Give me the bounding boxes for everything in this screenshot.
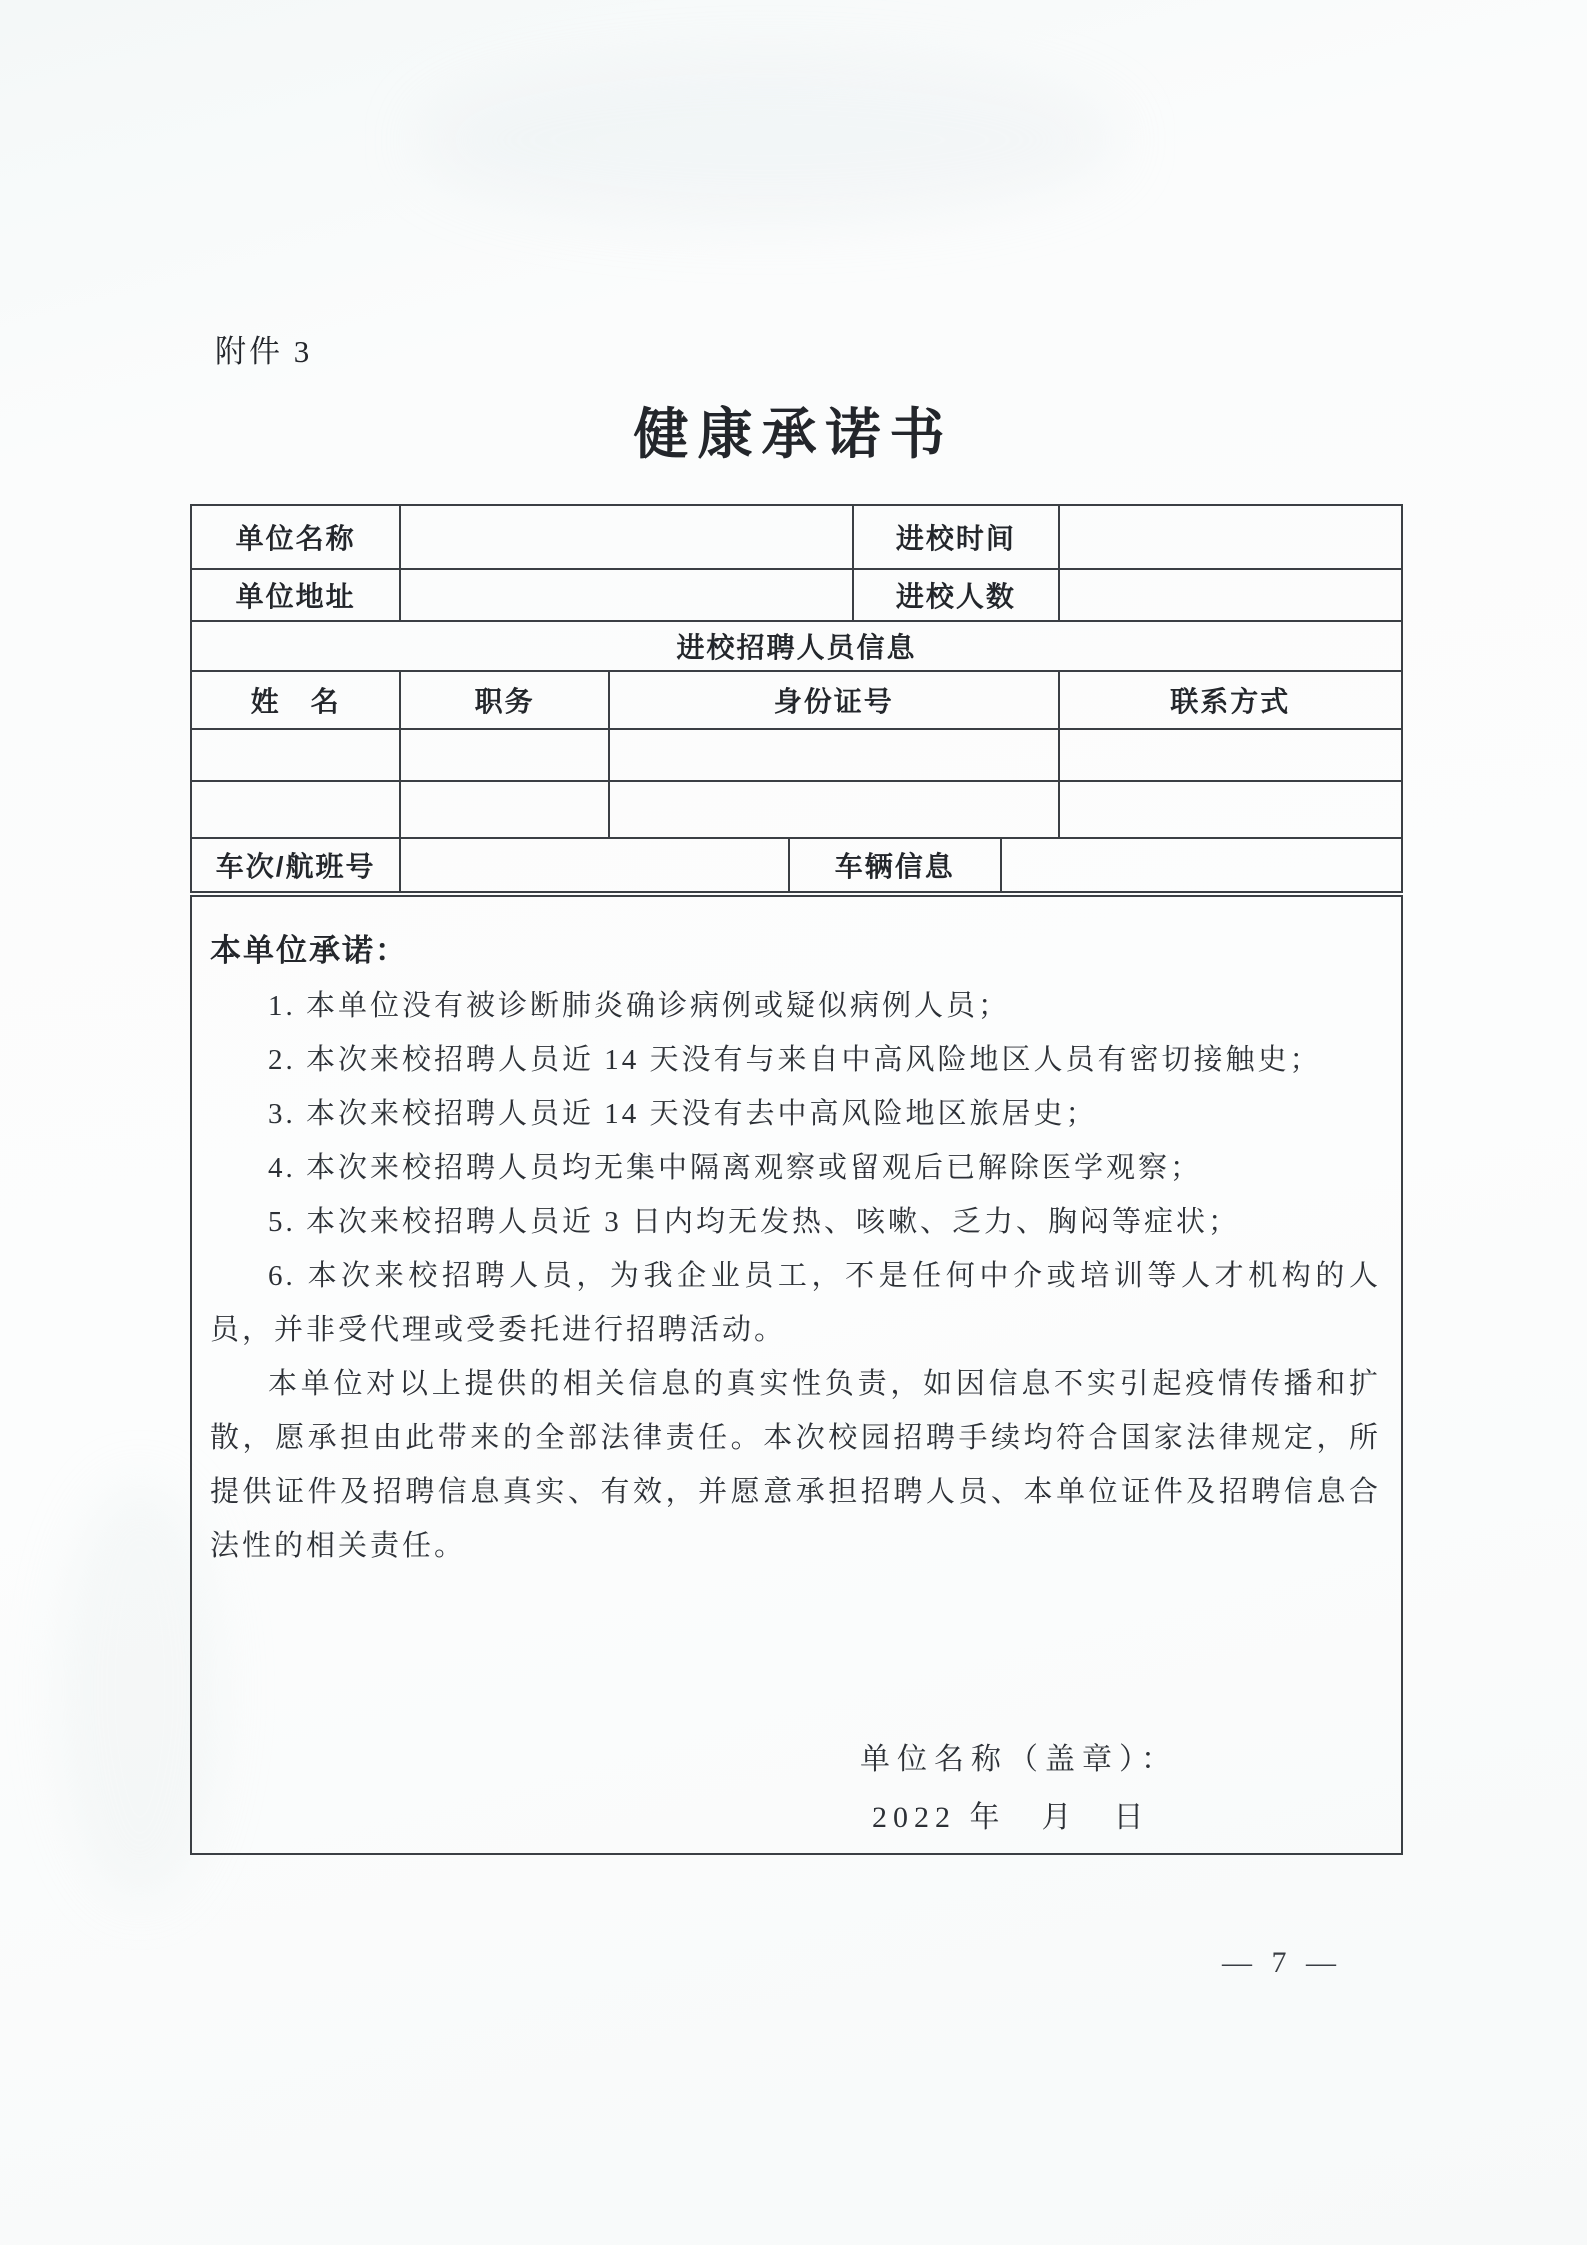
signature-block [860,1739,1178,1839]
vehicle-info-label: 车辆信息 [788,839,1000,891]
col-header-name: 姓 名 [250,686,341,717]
unit-address-value-cell [399,570,852,620]
commitment-item-1: 1. 本单位没有被诊断肺炎确诊病例或疑似病例人员； [268,990,1011,1022]
table-row-unit-address [192,568,1401,620]
seal-line: 单位名称（盖章）： [860,1743,1178,1776]
personnel-1-name-cell [192,730,399,780]
commitment-item-5: 5. 本次来校招聘人员近 3 日内均无发热、咳嗽、乏力、胸闷等症状； [268,1206,1241,1238]
personnel-section-title: 进校招聘人员信息 [676,632,917,663]
scan-artifact [420,60,1120,220]
trip-number-value-cell [399,839,788,891]
unit-name-label: 单位名称 [235,523,356,554]
personnel-1-id-cell [608,730,1058,780]
page-title: 健康承诺书 [633,404,954,465]
personnel-2-position-cell [399,782,608,837]
personnel-1-contact-cell [1058,730,1401,780]
page-number: — 7 — [1222,1946,1342,1979]
commitment-item-2: 2. 本次来校招聘人员近 14 天没有与来自中高风险地区人员有密切接触史； [268,1044,1322,1076]
personnel-1-position-cell [399,730,608,780]
commitment-closing-paragraph: 本单位对以上提供的相关信息的真实性负责，如因信息不实引起疫情传播和扩散，愿承担由此带来的全部法律责任。本次校园招聘手续均符合国家法律规定，所提供证件及招聘信息真实、有效，并愿意承担招聘人员、本单位证件及招聘信息合法性的相关责任。 [210,1368,1381,1562]
table-row-section-title [192,620,1401,670]
table-row-personnel-2 [192,780,1401,837]
entry-count-label: 进校人数 [852,570,1058,620]
trip-number-label: 车次/航班号 [215,851,376,882]
commitment-item-4: 4. 本次来校招聘人员均无集中隔离观察或留观后已解除医学观察； [268,1152,1203,1184]
table-row-personnel-1 [192,728,1401,780]
personnel-2-contact-cell [1058,782,1401,837]
personnel-2-id-cell [608,782,1058,837]
commitment-item-6: 6. 本次来校招聘人员，为我企业员工，不是任何中介或培训等人才机构的人员，并非受代理或受委托进行招聘活动。 [210,1260,1381,1346]
table-row-transport [192,837,1401,891]
attachment-label: 附件 3 [215,334,313,369]
unit-name-value-cell [399,506,852,568]
table-row-personnel-header [192,670,1401,728]
entry-time-value-cell [1058,506,1401,568]
col-header-position: 职务 [399,672,608,728]
personnel-2-name-cell [192,782,399,837]
commitment-box [190,895,1403,1855]
entry-time-label: 进校时间 [852,506,1058,568]
col-header-contact: 联系方式 [1058,672,1401,728]
commitment-item-3: 3. 本次来校招聘人员近 14 天没有去中高风险地区旅居史； [268,1098,1098,1130]
unit-address-label: 单位地址 [235,581,356,612]
date-line: 2022 年 月 日 [872,1801,1150,1834]
vehicle-info-value-cell [1000,839,1401,891]
table-row-unit-name [192,506,1401,568]
health-form-table [190,504,1403,893]
col-header-id-number: 身份证号 [608,672,1058,728]
entry-count-value-cell [1058,570,1401,620]
commitment-heading: 本单位承诺： [210,933,408,968]
